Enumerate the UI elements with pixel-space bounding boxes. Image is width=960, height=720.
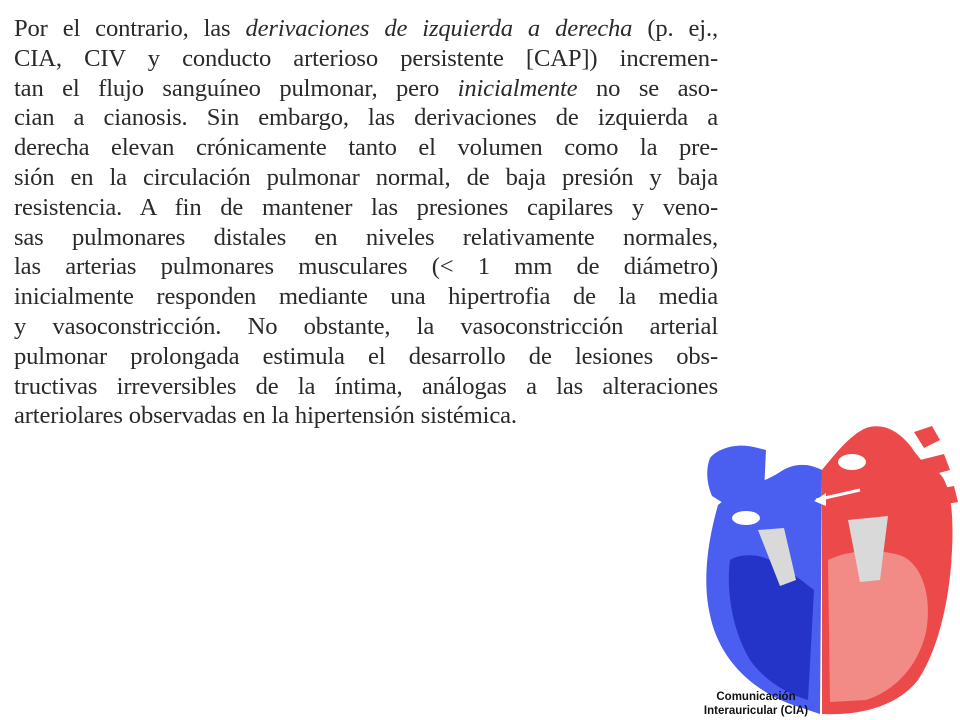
text-run: no se aso- (577, 74, 718, 102)
left-atrium-opening (838, 454, 866, 470)
text-run: (p. ej., (632, 15, 718, 42)
text-run: tructivas irreversibles de la íntima, análogas a las alteraciones (14, 372, 718, 400)
caption-line-2: Interauricular (CIA) (703, 705, 809, 717)
italic-phrase: inicialmente (457, 74, 578, 102)
text-run: arteriolares observadas en la hipertensión sistémica. (14, 402, 517, 430)
text-run: inicialmente responden mediante una hipertrofia de la media (14, 283, 718, 311)
text-run: cian a cianosis. Sin embargo, las derivaciones de izquierda a (14, 104, 718, 132)
text-run: pulmonar prolongada estimula el desarrollo de lesiones obs- (14, 342, 718, 370)
text-line (14, 372, 718, 402)
text-run: las arterias pulmonares musculares (< 1 mm de diámetro) (14, 253, 718, 281)
text-run: resistencia. A fin de mantener las presiones capilares y veno- (14, 193, 718, 221)
text-line (14, 14, 718, 44)
text-run: derecha elevan crónicamente tanto el volumen como la pre- (14, 134, 718, 162)
text-run: sión en la circulación pulmonar normal, de baja presión y baja (14, 163, 718, 191)
italic-phrase: derivaciones de izquierda a derecha (245, 15, 633, 42)
text-line (14, 193, 718, 223)
text-run: sas pulmonares distales en niveles relativamente normales, (14, 223, 718, 251)
text-line (14, 342, 718, 372)
right-atrium-opening (732, 511, 760, 525)
text-line (14, 74, 718, 104)
text-line (14, 401, 718, 431)
heart-cross-section-icon (688, 410, 960, 720)
text-run: y vasoconstricción. No obstante, la vasoconstricción arterial (14, 312, 718, 340)
text-run: tan el flujo sanguíneo pulmonar, pero (14, 74, 458, 102)
text-run: CIA, CIV y conducto arterioso persistente [CAP]) incremen- (14, 44, 718, 72)
figure-caption (692, 690, 820, 718)
text-line (14, 44, 718, 74)
aorta-branch-1 (914, 426, 940, 448)
text-line (14, 103, 718, 133)
caption-line-1: Comunicación (716, 691, 796, 703)
text-run: Por el contrario, las (14, 15, 246, 42)
text-line (14, 133, 718, 163)
heart-diagram (688, 410, 960, 720)
text-line (14, 163, 718, 193)
text-line (14, 252, 718, 282)
text-line (14, 312, 718, 342)
body-paragraph (14, 14, 718, 431)
text-line (14, 282, 718, 312)
text-line (14, 223, 718, 253)
